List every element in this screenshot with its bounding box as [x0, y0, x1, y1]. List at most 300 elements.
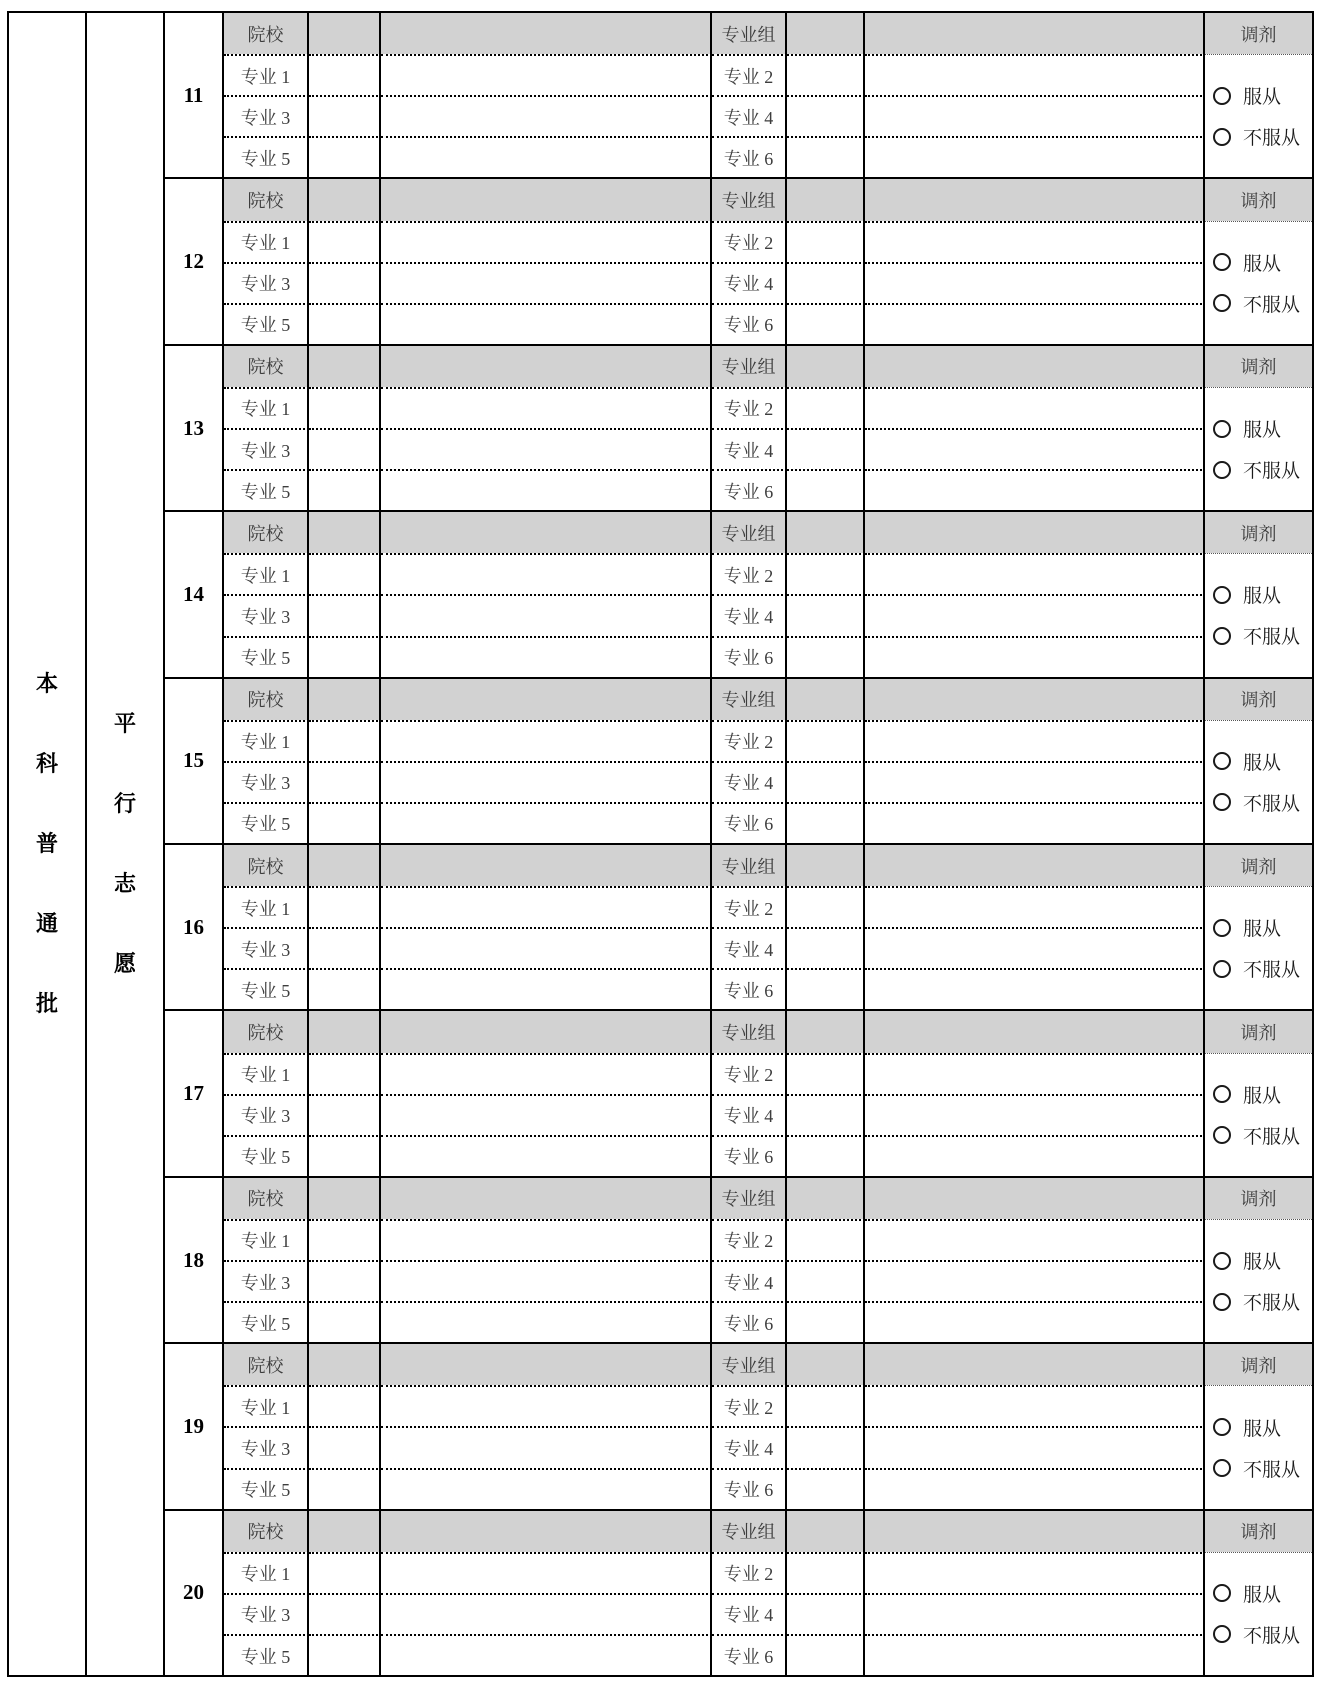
- major-4-code-cell[interactable]: [787, 428, 865, 469]
- major-group-code-cell[interactable]: [787, 679, 865, 720]
- obey-option-label: 服从: [1243, 253, 1282, 275]
- major-group-name-cell[interactable]: [865, 679, 1205, 720]
- major-1-name-cell[interactable]: [381, 387, 712, 428]
- major-2-label: 专业 2: [712, 720, 787, 761]
- block-number: 15: [165, 679, 224, 843]
- refuse-radio-option[interactable]: [1213, 1614, 1312, 1655]
- adjustment-header: [1205, 346, 1312, 387]
- radio-circle-icon: [1213, 752, 1231, 770]
- major-2-label: 专业 2: [712, 1219, 787, 1260]
- major-4-code-cell[interactable]: [787, 1260, 865, 1301]
- refuse-radio-option[interactable]: [1213, 782, 1312, 823]
- radio-circle-icon: [1213, 128, 1231, 146]
- major-6-name-cell[interactable]: [865, 469, 1205, 510]
- major-3-name-cell[interactable]: [381, 1426, 712, 1467]
- major-group-code-cell[interactable]: [787, 845, 865, 886]
- major-5-label: 专业 5: [224, 1301, 309, 1342]
- major-4-label: 专业 4: [712, 594, 787, 635]
- major-5-label: 专业 5: [224, 968, 309, 1009]
- major-group-label: 专业组: [712, 1011, 787, 1052]
- college-name-cell[interactable]: [381, 179, 712, 220]
- major-1-name-cell[interactable]: [381, 221, 712, 262]
- college-code-cell[interactable]: [309, 1344, 381, 1385]
- major-1-code-cell[interactable]: [309, 1552, 381, 1593]
- major-1-code-cell[interactable]: [309, 1385, 381, 1426]
- block-number: 11: [165, 13, 224, 177]
- major-4-name-cell[interactable]: [865, 95, 1205, 136]
- obey-option-label: 服从: [1243, 752, 1282, 774]
- adjustment-body: [1205, 221, 1312, 344]
- major-3-code-cell[interactable]: [309, 594, 381, 635]
- major-3-code-cell[interactable]: [309, 1593, 381, 1634]
- vertical-label-char: 通: [35, 911, 58, 936]
- vertical-label-char: 普: [35, 831, 58, 856]
- radio-circle-icon: [1213, 294, 1231, 312]
- major-5-name-cell[interactable]: [381, 1301, 712, 1342]
- major-1-name-cell[interactable]: [381, 1219, 712, 1260]
- adjustment-header: [1205, 845, 1312, 886]
- major-6-name-cell[interactable]: [865, 1634, 1205, 1675]
- major-5-name-cell[interactable]: [381, 1135, 712, 1176]
- college-name-cell[interactable]: [381, 346, 712, 387]
- major-4-name-cell[interactable]: [865, 761, 1205, 802]
- major-4-code-cell[interactable]: [787, 927, 865, 968]
- major-group-name-cell[interactable]: [865, 13, 1205, 54]
- major-3-label: 专业 3: [224, 1426, 309, 1467]
- refuse-option-label: 不服从: [1243, 793, 1301, 815]
- obey-radio-option[interactable]: [1213, 907, 1312, 948]
- major-2-name-cell[interactable]: [865, 1552, 1205, 1593]
- major-4-name-cell[interactable]: [865, 1593, 1205, 1634]
- major-3-code-cell[interactable]: [309, 927, 381, 968]
- adjustment-header: [1205, 1011, 1312, 1052]
- adjustment-label: 调剂: [1240, 1022, 1277, 1043]
- major-4-code-cell[interactable]: [787, 95, 865, 136]
- major-1-label: 专业 1: [224, 886, 309, 927]
- major-2-name-cell[interactable]: [865, 1385, 1205, 1426]
- major-2-code-cell[interactable]: [787, 1053, 865, 1094]
- major-5-code-cell[interactable]: [309, 636, 381, 677]
- refuse-option-label: 不服从: [1243, 627, 1301, 649]
- major-6-code-cell[interactable]: [787, 968, 865, 1009]
- radio-circle-icon: [1213, 1418, 1231, 1436]
- refuse-radio-option[interactable]: [1213, 449, 1312, 490]
- major-3-label: 专业 3: [224, 594, 309, 635]
- major-2-name-cell[interactable]: [865, 221, 1205, 262]
- major-group-label: 专业组: [712, 179, 787, 220]
- major-group-code-cell[interactable]: [787, 179, 865, 220]
- major-group-code-cell[interactable]: [787, 1178, 865, 1219]
- major-3-code-cell[interactable]: [309, 1260, 381, 1301]
- major-6-label: 专业 6: [712, 1634, 787, 1675]
- major-5-name-cell[interactable]: [381, 303, 712, 344]
- major-6-name-cell[interactable]: [865, 1135, 1205, 1176]
- major-1-name-cell[interactable]: [381, 720, 712, 761]
- refuse-radio-option[interactable]: [1213, 1281, 1312, 1322]
- major-5-name-cell[interactable]: [381, 469, 712, 510]
- adjustment-body: [1205, 1219, 1312, 1342]
- major-3-label: 专业 3: [224, 1593, 309, 1634]
- block-number: 20: [165, 1511, 224, 1675]
- refuse-option-label: 不服从: [1243, 128, 1301, 150]
- major-4-code-cell[interactable]: [787, 761, 865, 802]
- major-group-name-cell[interactable]: [865, 512, 1205, 553]
- college-code-cell[interactable]: [309, 346, 381, 387]
- college-name-cell[interactable]: [381, 13, 712, 54]
- major-5-label: 专业 5: [224, 1135, 309, 1176]
- college-code-cell[interactable]: [309, 512, 381, 553]
- refuse-option-label: 不服从: [1243, 1293, 1301, 1315]
- major-3-name-cell[interactable]: [381, 761, 712, 802]
- obey-radio-option[interactable]: [1213, 75, 1312, 116]
- major-5-code-cell[interactable]: [309, 136, 381, 177]
- adjustment-body: [1205, 1552, 1312, 1675]
- adjustment-header: [1205, 1344, 1312, 1385]
- major-5-label: 专业 5: [224, 469, 309, 510]
- major-3-code-cell[interactable]: [309, 1426, 381, 1467]
- radio-circle-icon: [1213, 1126, 1231, 1144]
- major-6-name-cell[interactable]: [865, 136, 1205, 177]
- major-2-code-cell[interactable]: [787, 221, 865, 262]
- major-group-label: 专业组: [712, 679, 787, 720]
- block-number: 12: [165, 179, 224, 343]
- major-6-code-cell[interactable]: [787, 303, 865, 344]
- obey-option-label: 服从: [1243, 919, 1282, 941]
- college-code-cell[interactable]: [309, 179, 381, 220]
- refuse-option-label: 不服从: [1243, 1126, 1301, 1148]
- major-6-name-cell[interactable]: [865, 303, 1205, 344]
- major-group-label: 专业组: [712, 512, 787, 553]
- college-label: 院校: [224, 1011, 309, 1052]
- major-3-code-cell[interactable]: [309, 95, 381, 136]
- major-5-code-cell[interactable]: [309, 469, 381, 510]
- refuse-radio-option[interactable]: [1213, 615, 1312, 656]
- major-4-label: 专业 4: [712, 262, 787, 303]
- major-5-name-cell[interactable]: [381, 136, 712, 177]
- preference-table: [7, 11, 1314, 1677]
- radio-circle-icon: [1213, 253, 1231, 271]
- major-group-name-cell[interactable]: [865, 346, 1205, 387]
- major-group-label: 专业组: [712, 845, 787, 886]
- vertical-label-char: 科: [35, 751, 58, 776]
- radio-circle-icon: [1213, 960, 1231, 978]
- major-2-code-cell[interactable]: [787, 54, 865, 95]
- major-5-name-cell[interactable]: [381, 636, 712, 677]
- college-label: 院校: [224, 845, 309, 886]
- obey-radio-option[interactable]: [1213, 1074, 1312, 1115]
- major-4-name-cell[interactable]: [865, 1260, 1205, 1301]
- major-4-code-cell[interactable]: [787, 262, 865, 303]
- refuse-radio-option[interactable]: [1213, 948, 1312, 989]
- major-2-label: 专业 2: [712, 1552, 787, 1593]
- preference-block: [165, 845, 1312, 1011]
- major-1-code-cell[interactable]: [309, 1219, 381, 1260]
- major-1-name-cell[interactable]: [381, 1053, 712, 1094]
- adjustment-body: [1205, 720, 1312, 843]
- major-group-name-cell[interactable]: [865, 1011, 1205, 1052]
- major-4-name-cell[interactable]: [865, 1094, 1205, 1135]
- major-4-label: 专业 4: [712, 927, 787, 968]
- major-5-code-cell[interactable]: [309, 968, 381, 1009]
- major-5-code-cell[interactable]: [309, 1301, 381, 1342]
- major-5-label: 专业 5: [224, 636, 309, 677]
- major-4-label: 专业 4: [712, 1094, 787, 1135]
- major-1-label: 专业 1: [224, 1552, 309, 1593]
- major-1-label: 专业 1: [224, 387, 309, 428]
- adjustment-label: 调剂: [1240, 357, 1277, 378]
- major-4-name-cell[interactable]: [865, 428, 1205, 469]
- major-3-label: 专业 3: [224, 1094, 309, 1135]
- major-2-code-cell[interactable]: [787, 886, 865, 927]
- obey-option-label: 服从: [1243, 87, 1282, 109]
- major-5-code-cell[interactable]: [309, 1634, 381, 1675]
- major-5-code-cell[interactable]: [309, 303, 381, 344]
- refuse-radio-option[interactable]: [1213, 116, 1312, 157]
- obey-radio-option[interactable]: [1213, 1407, 1312, 1448]
- college-code-cell[interactable]: [309, 1178, 381, 1219]
- major-2-name-cell[interactable]: [865, 886, 1205, 927]
- major-3-name-cell[interactable]: [381, 428, 712, 469]
- major-6-code-cell[interactable]: [787, 1301, 865, 1342]
- major-6-label: 专业 6: [712, 1468, 787, 1509]
- adjustment-header: [1205, 1511, 1312, 1552]
- major-group-code-cell[interactable]: [787, 1344, 865, 1385]
- major-1-code-cell[interactable]: [309, 54, 381, 95]
- major-group-code-cell[interactable]: [787, 1011, 865, 1052]
- major-5-name-cell[interactable]: [381, 1634, 712, 1675]
- major-2-label: 专业 2: [712, 221, 787, 262]
- major-3-code-cell[interactable]: [309, 262, 381, 303]
- major-2-code-cell[interactable]: [787, 720, 865, 761]
- radio-circle-icon: [1213, 586, 1231, 604]
- college-code-cell[interactable]: [309, 1011, 381, 1052]
- major-4-code-cell[interactable]: [787, 1426, 865, 1467]
- block-number: 13: [165, 346, 224, 510]
- college-name-cell[interactable]: [381, 845, 712, 886]
- preference-block: [165, 1344, 1312, 1510]
- major-1-code-cell[interactable]: [309, 720, 381, 761]
- major-4-label: 专业 4: [712, 761, 787, 802]
- major-6-label: 专业 6: [712, 1301, 787, 1342]
- college-label: 院校: [224, 1511, 309, 1552]
- major-6-code-cell[interactable]: [787, 1468, 865, 1509]
- college-name-cell[interactable]: [381, 1511, 712, 1552]
- major-1-code-cell[interactable]: [309, 221, 381, 262]
- major-5-name-cell[interactable]: [381, 968, 712, 1009]
- major-group-name-cell[interactable]: [865, 1178, 1205, 1219]
- major-6-label: 专业 6: [712, 636, 787, 677]
- major-1-name-cell[interactable]: [381, 886, 712, 927]
- major-group-label: 专业组: [712, 1178, 787, 1219]
- major-1-code-cell[interactable]: [309, 886, 381, 927]
- major-3-name-cell[interactable]: [381, 95, 712, 136]
- major-1-code-cell[interactable]: [309, 553, 381, 594]
- radio-circle-icon: [1213, 461, 1231, 479]
- major-5-code-cell[interactable]: [309, 1468, 381, 1509]
- major-group-code-cell[interactable]: [787, 13, 865, 54]
- adjustment-label: 调剂: [1240, 24, 1277, 45]
- major-6-code-cell[interactable]: [787, 469, 865, 510]
- major-2-code-cell[interactable]: [787, 387, 865, 428]
- major-6-name-cell[interactable]: [865, 636, 1205, 677]
- college-name-cell[interactable]: [381, 512, 712, 553]
- major-2-name-cell[interactable]: [865, 720, 1205, 761]
- major-3-name-cell[interactable]: [381, 594, 712, 635]
- major-2-name-cell[interactable]: [865, 387, 1205, 428]
- major-group-label: 专业组: [712, 346, 787, 387]
- major-3-name-cell[interactable]: [381, 1260, 712, 1301]
- major-2-name-cell[interactable]: [865, 1219, 1205, 1260]
- major-group-name-cell[interactable]: [865, 1511, 1205, 1552]
- refuse-radio-option[interactable]: [1213, 1115, 1312, 1156]
- obey-radio-option[interactable]: [1213, 741, 1312, 782]
- major-4-code-cell[interactable]: [787, 594, 865, 635]
- adjustment-header: [1205, 179, 1312, 220]
- major-group-code-cell[interactable]: [787, 1511, 865, 1552]
- major-5-label: 专业 5: [224, 303, 309, 344]
- major-3-label: 专业 3: [224, 95, 309, 136]
- obey-radio-option[interactable]: [1213, 1573, 1312, 1614]
- obey-option-label: 服从: [1243, 586, 1282, 608]
- major-group-name-cell[interactable]: [865, 179, 1205, 220]
- major-group-name-cell[interactable]: [865, 1344, 1205, 1385]
- major-6-code-cell[interactable]: [787, 1135, 865, 1176]
- preference-block: [165, 1511, 1312, 1675]
- vertical-label-char: 志: [113, 871, 136, 896]
- major-2-name-cell[interactable]: [865, 1053, 1205, 1094]
- vertical-label-char: 本: [35, 671, 58, 696]
- major-6-name-cell[interactable]: [865, 968, 1205, 1009]
- major-5-code-cell[interactable]: [309, 1135, 381, 1176]
- obey-option-label: 服从: [1243, 1584, 1282, 1606]
- major-6-name-cell[interactable]: [865, 1301, 1205, 1342]
- radio-circle-icon: [1213, 1085, 1231, 1103]
- major-4-code-cell[interactable]: [787, 1094, 865, 1135]
- preference-block: [165, 679, 1312, 845]
- college-code-cell[interactable]: [309, 679, 381, 720]
- major-group-label: 专业组: [712, 1344, 787, 1385]
- major-3-label: 专业 3: [224, 1260, 309, 1301]
- preference-block: [165, 13, 1312, 179]
- obey-radio-option[interactable]: [1213, 1240, 1312, 1281]
- college-label: 院校: [224, 346, 309, 387]
- major-2-name-cell[interactable]: [865, 553, 1205, 594]
- college-label: 院校: [224, 1178, 309, 1219]
- major-1-name-cell[interactable]: [381, 1385, 712, 1426]
- major-2-label: 专业 2: [712, 1053, 787, 1094]
- major-6-code-cell[interactable]: [787, 636, 865, 677]
- radio-circle-icon: [1213, 87, 1231, 105]
- college-code-cell[interactable]: [309, 845, 381, 886]
- parallel-preference-column: [87, 13, 165, 1675]
- obey-option-label: 服从: [1243, 1085, 1282, 1107]
- major-6-label: 专业 6: [712, 968, 787, 1009]
- major-4-name-cell[interactable]: [865, 594, 1205, 635]
- major-2-label: 专业 2: [712, 553, 787, 594]
- major-6-label: 专业 6: [712, 469, 787, 510]
- radio-circle-icon: [1213, 1584, 1231, 1602]
- major-5-label: 专业 5: [224, 1468, 309, 1509]
- college-label: 院校: [224, 13, 309, 54]
- major-4-label: 专业 4: [712, 428, 787, 469]
- adjustment-label: 调剂: [1240, 1522, 1277, 1543]
- major-5-name-cell[interactable]: [381, 1468, 712, 1509]
- major-6-code-cell[interactable]: [787, 1634, 865, 1675]
- college-code-cell[interactable]: [309, 1511, 381, 1552]
- obey-radio-option[interactable]: [1213, 408, 1312, 449]
- vertical-label-char: 平: [113, 711, 136, 736]
- major-3-name-cell[interactable]: [381, 927, 712, 968]
- refuse-radio-option[interactable]: [1213, 1448, 1312, 1489]
- adjustment-header: [1205, 679, 1312, 720]
- college-name-cell[interactable]: [381, 679, 712, 720]
- major-6-code-cell[interactable]: [787, 802, 865, 843]
- college-name-cell[interactable]: [381, 1344, 712, 1385]
- major-4-code-cell[interactable]: [787, 1593, 865, 1634]
- major-1-name-cell[interactable]: [381, 553, 712, 594]
- college-label: 院校: [224, 512, 309, 553]
- radio-circle-icon: [1213, 1459, 1231, 1477]
- major-2-code-cell[interactable]: [787, 553, 865, 594]
- major-3-code-cell[interactable]: [309, 1094, 381, 1135]
- refuse-option-label: 不服从: [1243, 1625, 1301, 1647]
- major-6-name-cell[interactable]: [865, 802, 1205, 843]
- block-number: 16: [165, 845, 224, 1009]
- major-1-code-cell[interactable]: [309, 387, 381, 428]
- obey-radio-option[interactable]: [1213, 574, 1312, 615]
- preference-block: [165, 1011, 1312, 1177]
- major-4-label: 专业 4: [712, 1593, 787, 1634]
- major-4-name-cell[interactable]: [865, 927, 1205, 968]
- major-1-label: 专业 1: [224, 720, 309, 761]
- adjustment-label: 调剂: [1240, 523, 1277, 544]
- major-5-name-cell[interactable]: [381, 802, 712, 843]
- major-3-name-cell[interactable]: [381, 1094, 712, 1135]
- radio-circle-icon: [1213, 627, 1231, 645]
- major-2-code-cell[interactable]: [787, 1385, 865, 1426]
- major-group-name-cell[interactable]: [865, 845, 1205, 886]
- adjustment-label: 调剂: [1240, 690, 1277, 711]
- refuse-radio-option[interactable]: [1213, 283, 1312, 324]
- obey-radio-option[interactable]: [1213, 242, 1312, 283]
- college-name-cell[interactable]: [381, 1178, 712, 1219]
- major-1-name-cell[interactable]: [381, 1552, 712, 1593]
- major-3-name-cell[interactable]: [381, 262, 712, 303]
- major-5-code-cell[interactable]: [309, 802, 381, 843]
- major-group-code-cell[interactable]: [787, 346, 865, 387]
- major-group-code-cell[interactable]: [787, 512, 865, 553]
- adjustment-body: [1205, 54, 1312, 177]
- major-1-name-cell[interactable]: [381, 54, 712, 95]
- adjustment-header: [1205, 512, 1312, 553]
- major-1-code-cell[interactable]: [309, 1053, 381, 1094]
- major-2-code-cell[interactable]: [787, 1552, 865, 1593]
- major-4-name-cell[interactable]: [865, 1426, 1205, 1467]
- college-code-cell[interactable]: [309, 13, 381, 54]
- college-name-cell[interactable]: [381, 1011, 712, 1052]
- major-2-code-cell[interactable]: [787, 1219, 865, 1260]
- major-6-name-cell[interactable]: [865, 1468, 1205, 1509]
- major-3-code-cell[interactable]: [309, 428, 381, 469]
- major-3-code-cell[interactable]: [309, 761, 381, 802]
- major-2-name-cell[interactable]: [865, 54, 1205, 95]
- major-3-name-cell[interactable]: [381, 1593, 712, 1634]
- major-4-name-cell[interactable]: [865, 262, 1205, 303]
- major-6-code-cell[interactable]: [787, 136, 865, 177]
- major-5-label: 专业 5: [224, 802, 309, 843]
- major-6-label: 专业 6: [712, 802, 787, 843]
- major-1-label: 专业 1: [224, 54, 309, 95]
